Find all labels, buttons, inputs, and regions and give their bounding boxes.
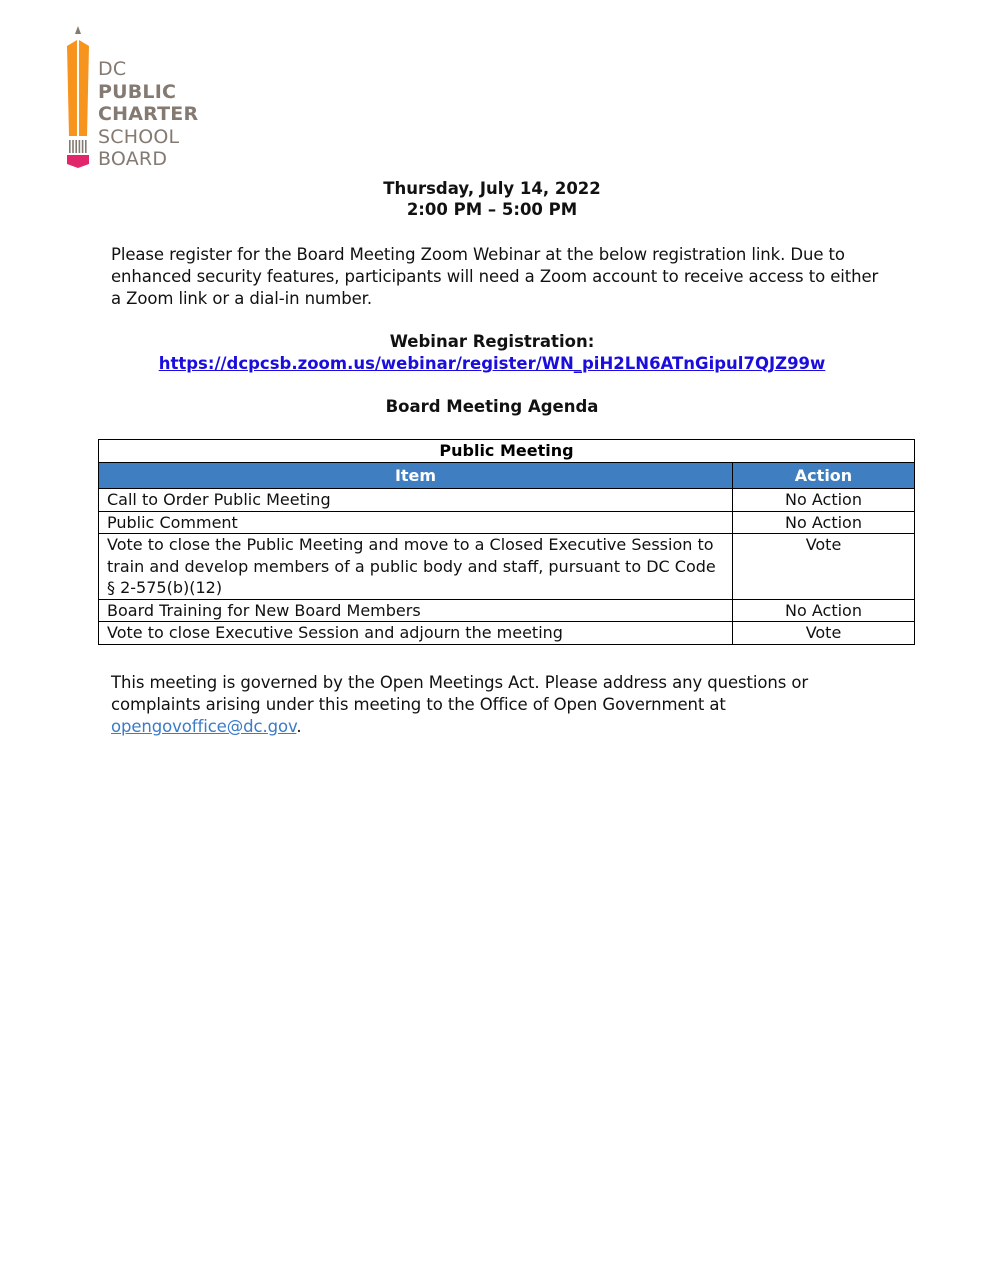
webinar-registration-link[interactable]: https://dcpcsb.zoom.us/webinar/register/WN_piH2LN6ATnGipul7QJZ99w xyxy=(158,354,826,373)
pencil-icon xyxy=(62,24,94,169)
column-header-item: Item xyxy=(99,463,733,489)
webinar-label: Webinar Registration: xyxy=(389,332,595,351)
column-header-action: Action xyxy=(733,463,915,489)
logo-line-charter: CHARTER xyxy=(98,103,199,125)
logo-line-board: BOARD xyxy=(98,148,168,170)
dc-pcsb-logo xyxy=(60,24,220,172)
agenda-table xyxy=(98,439,915,645)
logo-wordmark xyxy=(98,58,198,171)
agenda-header-row xyxy=(99,463,915,489)
meeting-time: 2:00 PM – 5:00 PM xyxy=(406,200,578,219)
agenda-section-row xyxy=(99,440,915,463)
agenda-item: Public Comment xyxy=(99,511,733,534)
opengov-email-link[interactable]: opengovoffice@dc.gov xyxy=(111,717,297,736)
notice-text: This meeting is governed by the Open Meetings Act. Please address any questions or complaints arising under this meeting to the Office of Open Government at xyxy=(111,673,809,714)
meeting-datetime xyxy=(0,178,984,220)
table-row xyxy=(99,534,915,600)
agenda-action: Vote xyxy=(733,622,915,645)
agenda-action: No Action xyxy=(733,489,915,512)
agenda-action: No Action xyxy=(733,511,915,534)
logo-line-school: SCHOOL xyxy=(98,125,180,148)
open-meetings-notice xyxy=(111,672,891,738)
webinar-registration xyxy=(0,331,984,375)
agenda-action: No Action xyxy=(733,599,915,622)
table-row xyxy=(99,622,915,645)
agenda-title: Board Meeting Agenda xyxy=(385,397,599,416)
agenda-item: Call to Order Public Meeting xyxy=(99,489,733,512)
agenda-item: Vote to close Executive Session and adjourn the meeting xyxy=(99,622,733,645)
intro-paragraph: Please register for the Board Meeting Zoom Webinar at the below registration link. Due to enhanced security features, participants will need a Zoom account to receive access to either a Zoom link or a dial-in number. xyxy=(111,245,879,308)
logo-line-dc: DC xyxy=(98,58,127,80)
meeting-date: Thursday, July 14, 2022 xyxy=(383,179,601,198)
table-row xyxy=(99,599,915,622)
notice-end: . xyxy=(296,717,302,736)
agenda-section-title: Public Meeting xyxy=(99,440,915,463)
agenda-item: Board Training for New Board Members xyxy=(99,599,733,622)
agenda-item: Vote to close the Public Meeting and move to a Closed Executive Session to train and develop members of a public body and staff, pursuant to DC Code § 2-575(b)(12) xyxy=(99,534,733,600)
logo-line-public: PUBLIC xyxy=(98,80,177,103)
table-row xyxy=(99,511,915,534)
table-row xyxy=(99,489,915,512)
agenda-action: Vote xyxy=(733,534,915,600)
